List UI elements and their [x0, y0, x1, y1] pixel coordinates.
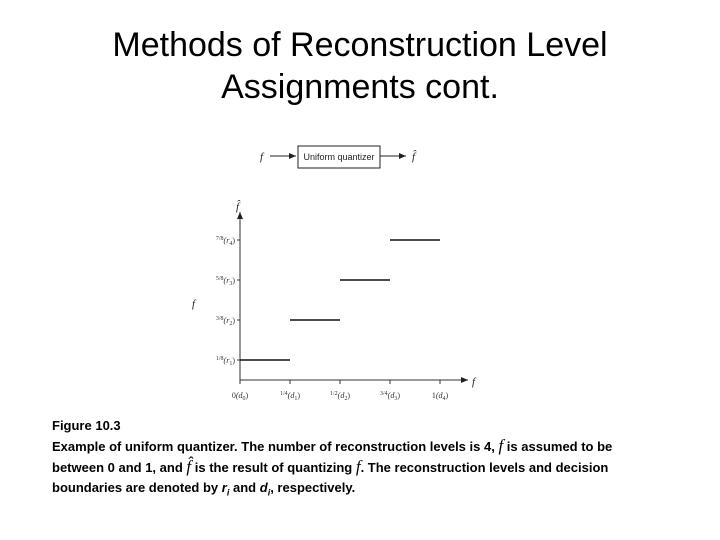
symbol-f-hat: f̂ [186, 457, 192, 476]
caption-line-2-c: . The reconstruction levels and decision [360, 460, 609, 475]
block-input-label: f [260, 151, 264, 163]
symbol-r: r [221, 480, 227, 495]
caption-line-3-c: , respectively. [270, 480, 356, 495]
symbol-f-2: f [355, 457, 361, 476]
figure-caption [52, 416, 692, 503]
caption-line-1 [52, 436, 692, 457]
caption-line-3 [52, 478, 692, 503]
caption-line-2-b: is the result of quantizing [194, 460, 353, 475]
x-tick-group [232, 380, 449, 402]
x-tick-label-3: $^{1/2}(d_2)$ [329, 391, 351, 402]
x-tick-label-1: $0(d_0)$ [231, 391, 249, 402]
block-diagram [260, 146, 417, 168]
caption-line-1-b: is assumed to be [506, 439, 613, 454]
step-plot [192, 200, 477, 402]
side-f-label: f [192, 298, 196, 310]
x-tick-label-2: $^{1/4}(d_1)$ [279, 391, 301, 402]
caption-line-3-a: boundaries are denoted by [52, 480, 219, 495]
title-line-2: Assignments cont. [221, 68, 499, 106]
y-tick-group [216, 236, 240, 367]
x-tick-label-5: $1(d_4)$ [431, 391, 449, 402]
symbol-f-1: f [498, 436, 504, 455]
x-axis-label: f [472, 376, 476, 388]
y-tick-label-1: $^{7/8}(r_4)$ [215, 236, 235, 247]
quantizer-figure [190, 140, 490, 410]
caption-line-2-a: between 0 and 1, and [52, 460, 183, 475]
subscript-i-2: i [267, 487, 271, 498]
symbol-d: d [259, 480, 268, 495]
block-output-label: f̂ [412, 151, 416, 163]
caption-line-1-a: Example of uniform quantizer. The number of reconstruction levels is 4, [52, 439, 495, 454]
y-axis-label: f̂ [236, 201, 240, 213]
y-tick-label-2: $^{5/8}(r_3)$ [215, 276, 235, 287]
caption-line-2 [52, 457, 692, 478]
step-group [240, 240, 440, 360]
slide-title [0, 24, 720, 108]
quantizer-box-label: Uniform quantizer [303, 152, 375, 162]
y-tick-label-3: $^{3/8}(r_2)$ [215, 316, 235, 327]
title-line-1: Methods of Reconstruction Level [112, 26, 608, 64]
subscript-i-1: i [226, 487, 230, 498]
x-tick-label-4: $^{3/4}(d_3)$ [379, 391, 401, 402]
caption-line-3-b: and [232, 480, 257, 495]
caption-heading: Figure 10.3 [52, 418, 121, 433]
y-tick-label-4: $^{1/8}(r_1)$ [215, 356, 235, 367]
